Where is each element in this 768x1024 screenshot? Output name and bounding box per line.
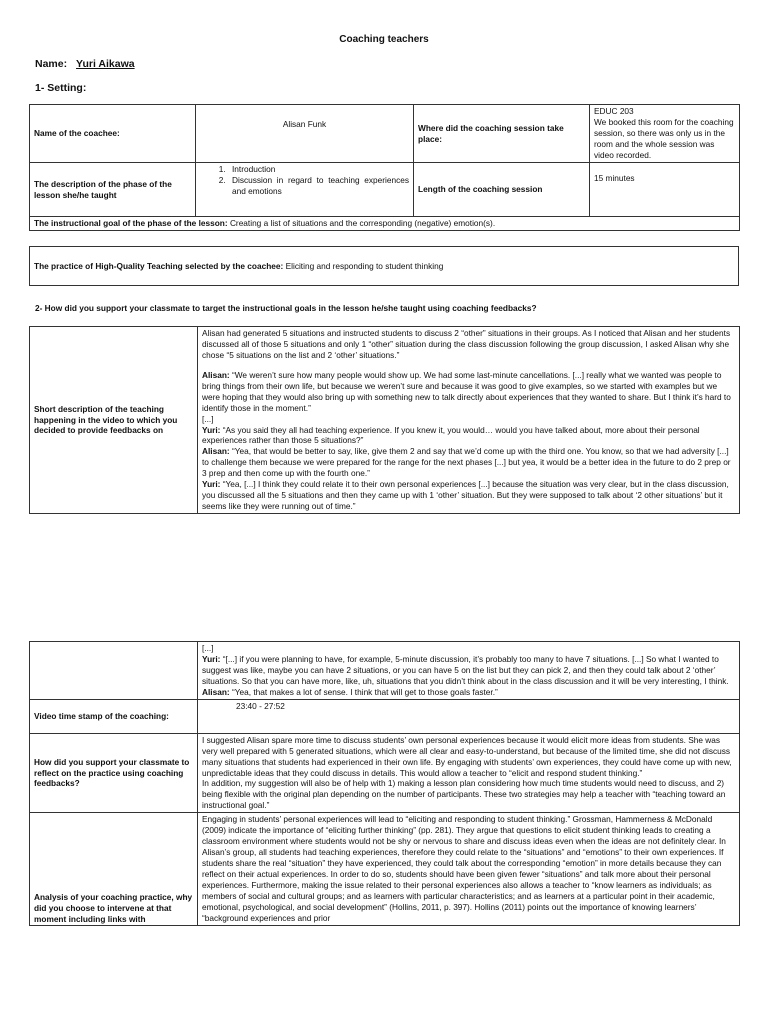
analysis-content: Engaging in students’ personal experiences will lead to “eliciting and responding to student thinking.” Grossman, Hammerness & McDonald (2009) indicate the importance of “eliciting further thinking” (pp. 281). They argue that questions to elicit student thinking leads to creating a classroom environment where students would not be shy or nervous to share and discuss ideas even when the ideas are not definitely clear. In Alisan’s group, all students had teaching experiences, therefore they could relate to the “situations” and “emotions” to their own experiences. If students share the real “situation” they have experienced, they could talk about the corresponding “emotion” in more details because they can reflect on their actual experiences. In order to do so, students should have been given fewer “situations” and talk more about their personal experiences. Furthermore, making the issue related to their personal experiences also allows a teacher to “know learners as individuals; as members of social and cultural groups; and as learners with particular characteristics; and as learners at a particular point in their academic, emotional, psychological, and social development” (Hollins, 2011, p. 397). Hollins (2011) points out the importance of knowing learners’ “background experiences and prior [198, 813, 740, 925]
dialogue-ellipsis: [...] [202, 413, 214, 424]
dialogue-ellipsis: [...] [202, 643, 214, 653]
support-label: How did you support your classmate to reflect on the practice using coaching feedbacks? [30, 733, 198, 813]
practice-row [30, 247, 739, 286]
section-2-heading: 2- How did you support your classmate to target the instructional goals in the lesson he/she taught using coaching feedbacks? [35, 303, 537, 313]
coachee-value: Alisan Funk [196, 105, 414, 163]
setting-table [29, 104, 740, 231]
length-value: 15 minutes [590, 163, 740, 217]
name-value: Yuri Aikawa [76, 58, 135, 70]
continuation-content [198, 642, 740, 700]
phase-label: The description of the phase of the lesson she/he taught [30, 163, 196, 217]
place-value [590, 105, 740, 163]
document-title: Coaching teachers [339, 34, 429, 45]
section-setting-heading: 1- Setting: [35, 82, 87, 94]
goal-label: The instructional goal of the phase of the lesson: [34, 218, 228, 228]
description-table [29, 326, 740, 514]
coachee-label: Name of the coachee: [30, 105, 196, 163]
place-code: EDUC 203 [594, 106, 634, 116]
goal-value: Creating a list of situations and the corresponding (negative) emotion(s). [229, 218, 496, 228]
phase-item: 1. Introduction [228, 164, 409, 175]
support-paragraph: In addition, my suggestion will also be of help with 1) making a lesson plan considering how much time students would need to discuss, and 2) being flexible with the original plan depending on the number of participants. These two strategies may help a teacher with “teaching toward an instructional goal.” [202, 778, 726, 811]
timestamp-label: Video time stamp of the coaching: [30, 699, 198, 733]
name-label: Name: [35, 58, 68, 70]
dialogue-line: Yuri: “As you said they all had teaching experience. If you knew it, you would… would you have talked about, more about their personal experiences rather than those 5 situations?” [202, 424, 700, 446]
practice-value: Eliciting and responding to student thinking [285, 260, 444, 271]
place-label: Where did the coaching session take place: [414, 105, 590, 163]
name-line [35, 58, 135, 70]
length-label: Length of the coaching session [414, 163, 590, 217]
support-paragraph: I suggested Alisan spare more time to discuss students’ own personal experiences because it would elicit more ideas from students. She was very well prepared with 5 generated situations, which were all clear and easy-to-understand, but because of the limited time, she did not discuss many situations that students had experienced in their own life. By engaging with students’ own experiences, they could have come up with new, unpredictable ideas that they could discuss in details. This would allow a teacher to “elicit and respond student thinking.” [202, 734, 732, 778]
continuation-table [29, 641, 740, 926]
phase-list-cell [196, 163, 414, 217]
dialogue-line: Yuri: “[...] if you were planning to have, for example, 5-minute discussion, it’s probably too many to have 7 situations. [...] So what I wanted to suggest was like, maybe you can have 2 situations, or you can have 5 on the list but they can pick 2, and then they could talk about 2 ‘other’ situations. So that you can have more, like, uh, situations that you didn’t think about in the class discussion and it will be very interesting, I think. [202, 653, 729, 686]
practice-label: The practice of High-Quality Teaching selected by the coachee: [34, 260, 284, 271]
support-content [198, 733, 740, 813]
analysis-label: Analysis of your coaching practice, why did you choose to intervene at that moment including links with [30, 813, 198, 925]
description-label: Short description of the teaching happening in the video to which you decided to provide feedbacks on [30, 327, 198, 514]
dialogue-line: Alisan: “We weren’t sure how many people would show up. We had some last-minute cancellations. [...] really what we wanted was people to bring things from their own life, but because we weren’t sure and because it was good to give examples, so we started with examples but we were hoping that they would also bring up with something new to talk directly about experiences that they wanted to share. But I think it’s hard to identify those in the moment.” [202, 369, 731, 413]
phase-list [200, 164, 409, 197]
description-content [198, 327, 740, 514]
dialogue-line: Yuri: “Yea, [...] I think they could relate it to their own personal experiences [...] because the situation was very clear, but in the class discussion, you discussed all the 5 situations and then they came up with 1 ‘other’ situation. But they were supposed to talk about ‘2 other situations’ but it seems like they were running out of time.” [202, 479, 729, 512]
dialogue-line: Alisan: “Yea, that would be better to say, like, give them 2 and say that we’d come up with the third one. You know, so that we had adversity [...] to challenge them because we were prepared for the range for the next phases [...] but yea, it would be a better idea in the future to do 2 prep or 3 prep and then come up with the fourth one.” [202, 446, 731, 479]
dialogue-line: Alisan: “Yea, that makes a lot of sense. I think that will get to those goals faster.” [202, 686, 498, 697]
place-text: We booked this room for the coaching session, so there was only us in the room and the whole session was video recorded. [594, 116, 734, 160]
practice-table [29, 246, 739, 286]
continuation-label-cell [30, 642, 198, 700]
goal-row [30, 217, 740, 231]
description-intro: Alisan had generated 5 situations and instructed students to discuss 2 “other” situations in their groups. As I noticed that Alisan and her students discussed all of those 5 situations and only 1 “other” situation during the class discussion following the group discussion, I asked Alisan why she chose “5 situations on the list and 2 ‘other’ situations.” [202, 328, 731, 360]
timestamp-value: 23:40 - 27:52 [198, 699, 740, 733]
phase-item: 2. Discussion in regard to teaching experiences and emotions [228, 175, 409, 197]
